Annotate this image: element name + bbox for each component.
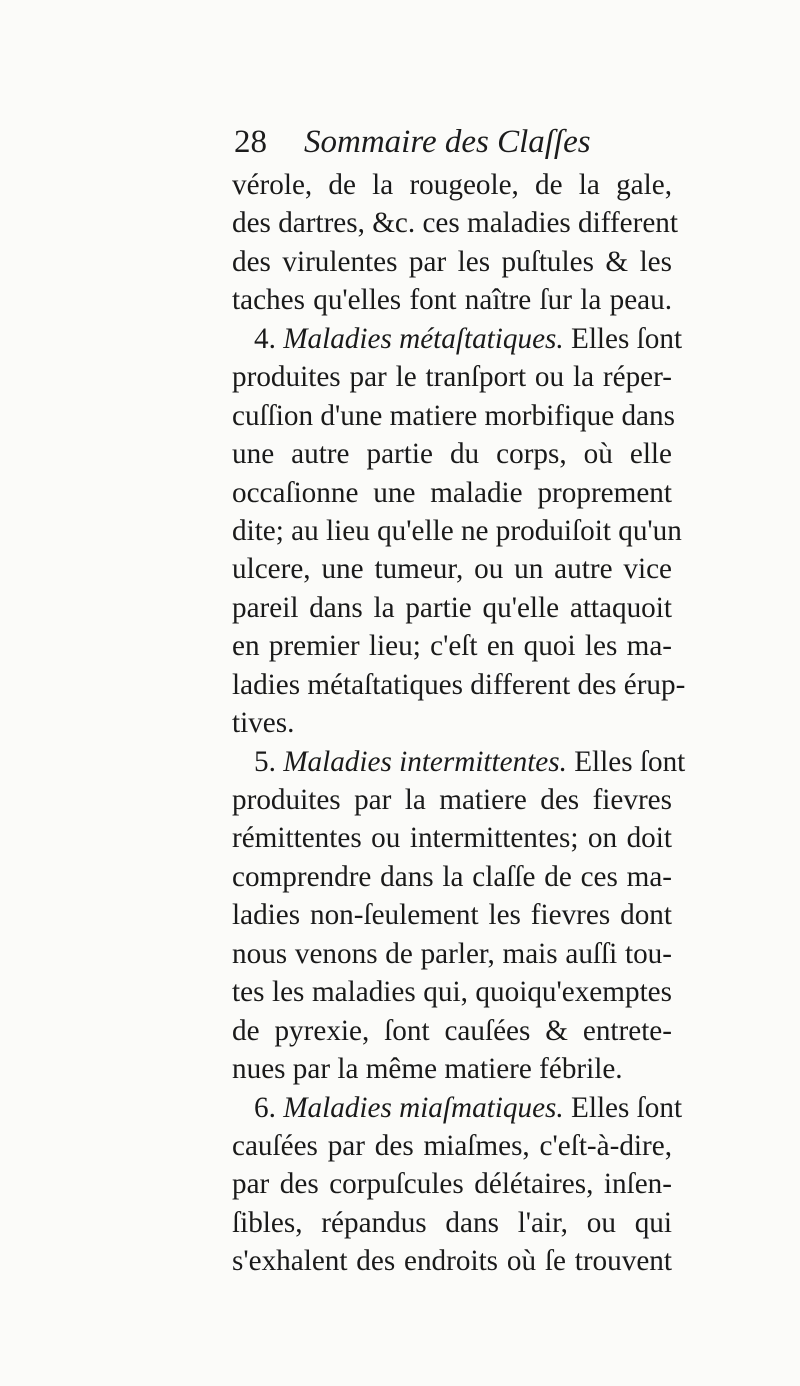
text-line: ulcere, une tumeur, ou un autre vice [232, 553, 672, 586]
text-line: en premier lieu; c'eſt en quoi les ma- [232, 630, 672, 663]
section-heading-line: 6. Maladies miaſmatiques. Elles ſont [254, 1091, 683, 1124]
text-line: produites par le tranſport ou la réper- [232, 361, 672, 394]
text-line: une autre partie du corps, où elle [232, 438, 672, 471]
section-heading-line: 5. Maladies intermittentes. Elles ſont [254, 745, 686, 778]
text-line: comprendre dans la claſſe de ces ma- [232, 860, 672, 893]
text-line: occaſionne une maladie proprement [232, 476, 672, 509]
text-line: ſibles, répandus dans l'air, ou qui [232, 1206, 672, 1239]
text-line: produites par la matiere des fievres [232, 784, 672, 816]
text-line: pareil dans la partie qu'elle attaquoit [232, 591, 672, 624]
text-line: cuſſion d'une matiere morbifique dans [232, 399, 675, 432]
text-line: taches qu'elles font naître ſur la peau. [232, 284, 672, 317]
text-line: des virulentes par les puſtules & les [232, 245, 672, 278]
text-line: des dartres, &c. ces maladies different [232, 207, 679, 240]
text-line: ladies non-ſeulement les fievres dont [232, 899, 672, 932]
text-line: ladies métaſtatiques different des érup- [232, 668, 686, 701]
text-line: dite; au lieu qu'elle ne produiſoit qu'un [232, 514, 682, 547]
body-text [232, 166, 686, 1281]
text-line: s'exhalent des endroits où ſe trouvent [232, 1245, 672, 1278]
text-line: rémittentes ou intermittentes; on doit [232, 822, 672, 855]
text-line: tes les maladies qui, quoiqu'exemptes [232, 976, 672, 1009]
section-heading-line: 4. Maladies métaſtatiques. Elles ſont [254, 322, 683, 355]
text-line: nues par la même matiere fébrile. [232, 1053, 623, 1086]
section-title: Maladies miaſmatiques. [283, 1091, 564, 1124]
section-title: Maladies métaſtatiques. [283, 322, 564, 355]
section-title: Maladies intermittentes. [283, 745, 567, 778]
text-line: de pyrexie, ſont cauſées & entrete- [232, 1014, 672, 1047]
text-line: tives. [232, 707, 295, 740]
text-line: cauſées par des miaſmes, c'eſt-à-dire, [232, 1129, 672, 1162]
text-line: nous venons de parler, mais auſſi tou- [232, 937, 672, 970]
text-line: vérole, de la rougeole, de la gale, [232, 169, 672, 201]
page-number: 28 [234, 124, 267, 160]
running-title: Sommaire des Claſſes [304, 124, 591, 160]
text-line: par des corpuſcules délétaires, inſen- [232, 1168, 672, 1201]
